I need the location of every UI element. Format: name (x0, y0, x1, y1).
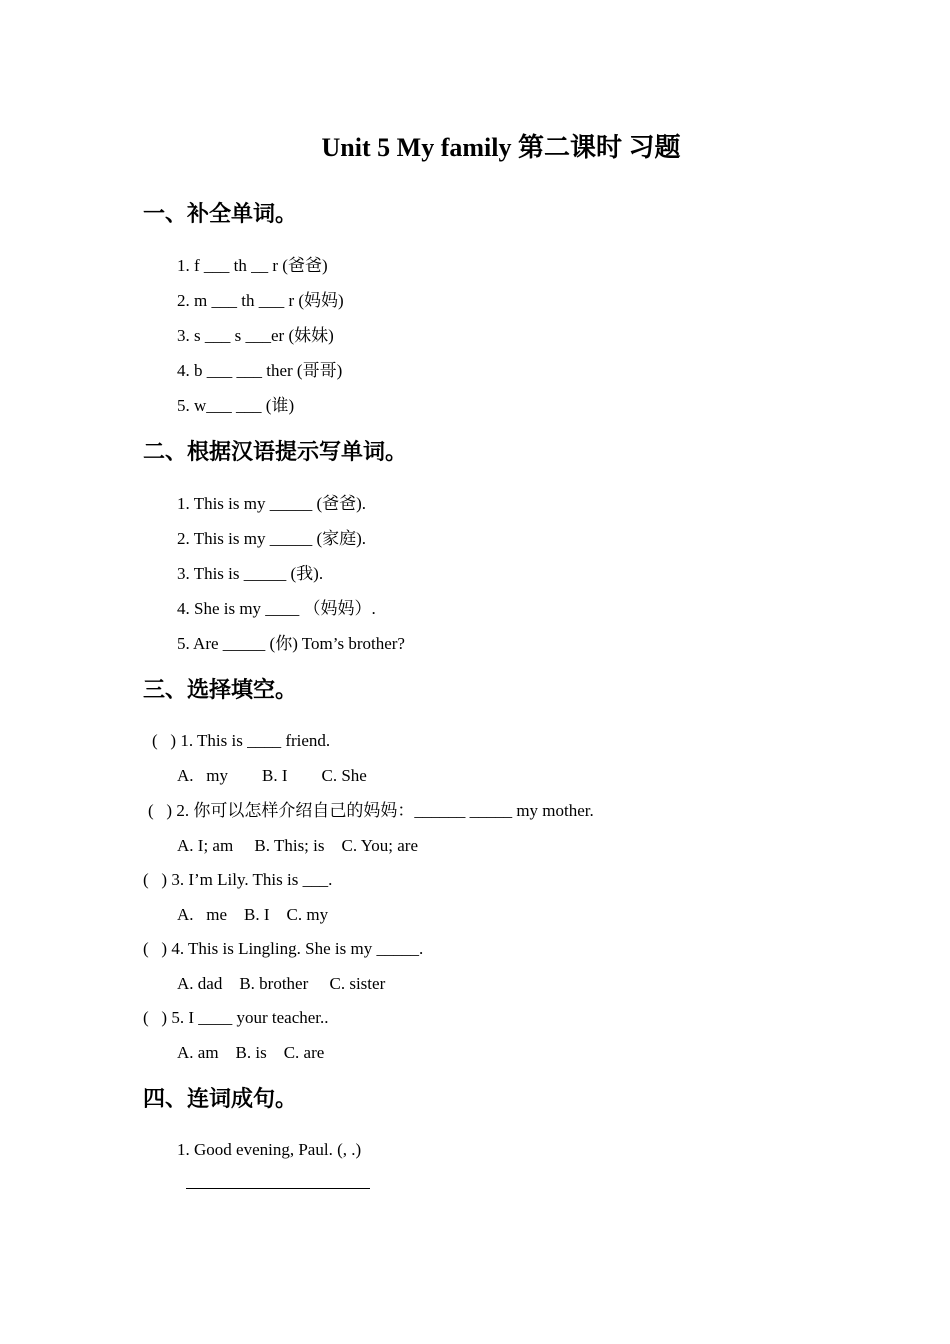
s1-item-5: 5. w___ ___ (谁) (177, 396, 295, 415)
section-4-heading: 四、连词成句。 (143, 1087, 298, 1112)
page-title: Unit 5 My family 第二课时 习题 (321, 133, 681, 162)
s3-options-5: A. am B. is C. are (177, 1043, 325, 1062)
s1-item-2: 2. m ___ th ___ r (妈妈) (177, 291, 344, 310)
s3-options-3: A. me B. I C. my (177, 905, 329, 924)
s2-item-1: 1. This is my _____ (爸爸). (177, 494, 367, 513)
s2-item-3: 3. This is _____ (我). (177, 564, 324, 583)
s3-options-4: A. dad B. brother C. sister (177, 974, 386, 993)
s2-item-5: 5. Are _____ (你) Tom’s brother? (177, 634, 405, 653)
s3-options-2: A. I; am B. This; is C. You; are (177, 836, 419, 855)
s3-question-2: ( ) 2. 你可以怎样介绍自己的妈妈：______ _____ my mother. (148, 801, 594, 820)
s3-options-1: A. my B. I C. She (177, 766, 367, 785)
s3-question-3: ( ) 3. I’m Lily. This is ___. (143, 870, 333, 889)
s2-item-4: 4. She is my ____ （妈妈）. (177, 599, 376, 618)
s3-question-4: ( ) 4. This is Lingling. She is my _____. (143, 939, 424, 958)
s1-item-3: 3. s ___ s ___er (妹妹) (177, 326, 334, 345)
s3-question-5: ( ) 5. I ____ your teacher.. (143, 1008, 329, 1027)
answer-line (186, 1188, 370, 1189)
s2-item-2: 2. This is my _____ (家庭). (177, 529, 367, 548)
s1-item-4: 4. b ___ ___ ther (哥哥) (177, 361, 343, 380)
section-3-heading: 三、选择填空。 (143, 678, 298, 703)
section-2-heading: 二、根据汉语提示写单词。 (143, 440, 408, 465)
s3-question-1: ( ) 1. This is ____ friend. (152, 731, 331, 750)
section-1-heading: 一、补全单词。 (143, 202, 298, 227)
s1-item-1: 1. f ___ th __ r (爸爸) (177, 256, 328, 275)
s4-item-1: 1. Good evening, Paul. (, .) (177, 1140, 362, 1159)
